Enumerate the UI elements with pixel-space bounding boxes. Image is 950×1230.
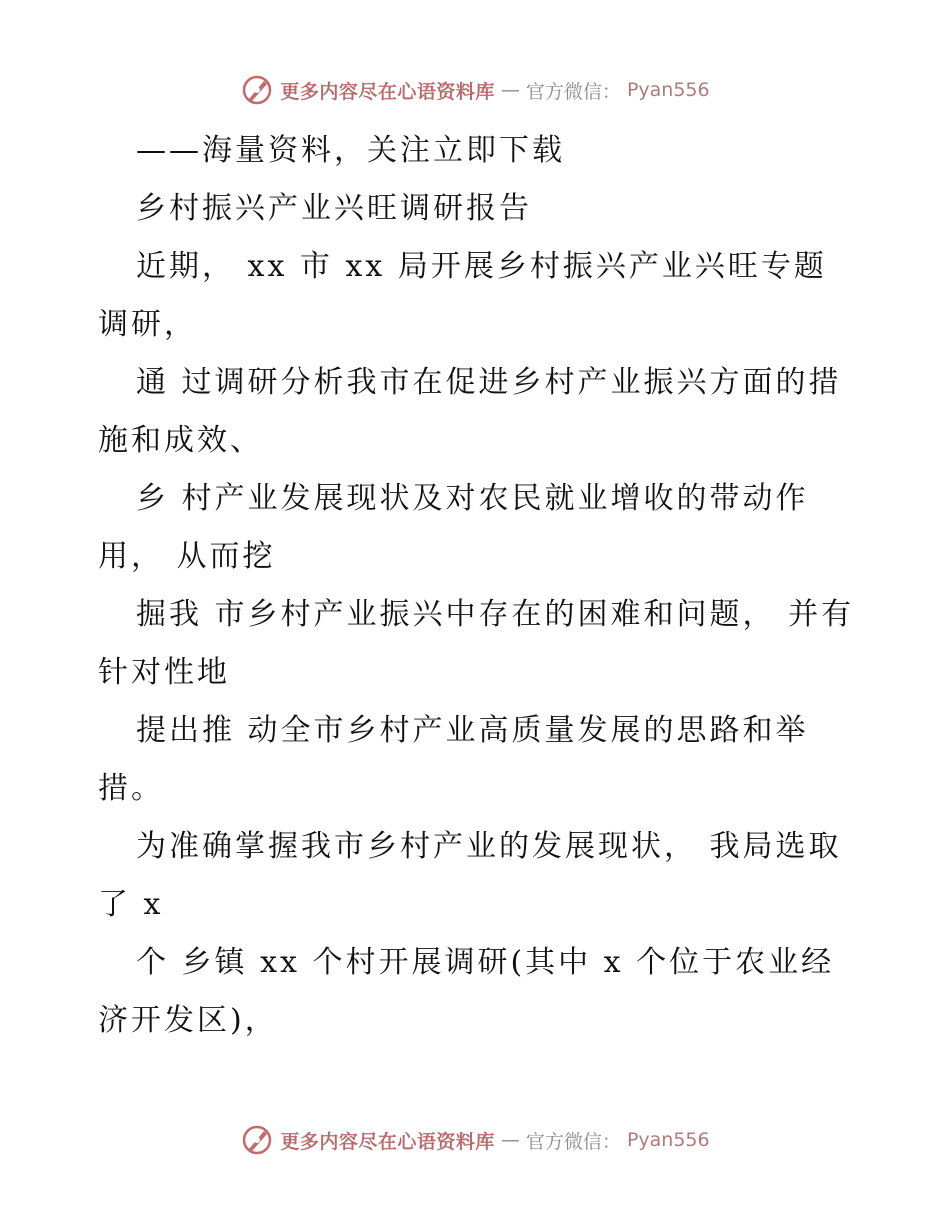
footer-wechat-label: 官方微信：	[525, 1130, 621, 1153]
paragraph: 为准确掌握我市乡村产业的发展现状， 我局选取了 x	[98, 829, 842, 922]
header-brand-text: 更多内容尽在心语资料库	[280, 80, 495, 103]
header-dash: —	[500, 79, 520, 101]
paragraph: 近期， xx 市 xx 局开展乡村振兴产业兴旺专题调研，	[98, 249, 827, 342]
pen-seal-icon	[240, 73, 274, 107]
paragraph: 个 乡镇 xx 个村开展调研(其中 x 个位于农业经济开发区)，	[98, 945, 835, 1038]
document-title: 乡村振兴产业兴旺调研报告	[136, 191, 532, 226]
paragraph: 提出推 动全市乡村产业高质量发展的思路和举措。	[98, 713, 809, 806]
header-watermark	[0, 70, 950, 110]
footer-watermark	[0, 1120, 950, 1160]
header-wechat-id: Pyan556	[626, 79, 710, 101]
header-wechat-label: 官方微信：	[525, 80, 621, 103]
document-body	[98, 122, 856, 1050]
paragraph: 乡 村产业发展现状及对农民就业增收的带动作用， 从而挖	[98, 481, 809, 574]
paragraph: 通 过调研分析我市在促进乡村产业振兴方面的措施和成效、	[98, 365, 842, 458]
pen-seal-icon	[240, 1123, 274, 1157]
footer-brand-text: 更多内容尽在心语资料库	[280, 1130, 495, 1153]
footer-dash: —	[500, 1129, 520, 1151]
footer-wechat-id: Pyan556	[626, 1129, 710, 1151]
paragraph: 掘我 市乡村产业振兴中存在的困难和问题， 并有针对性地	[98, 597, 855, 690]
paragraph: ——海量资料，关注立即下载	[136, 133, 565, 168]
